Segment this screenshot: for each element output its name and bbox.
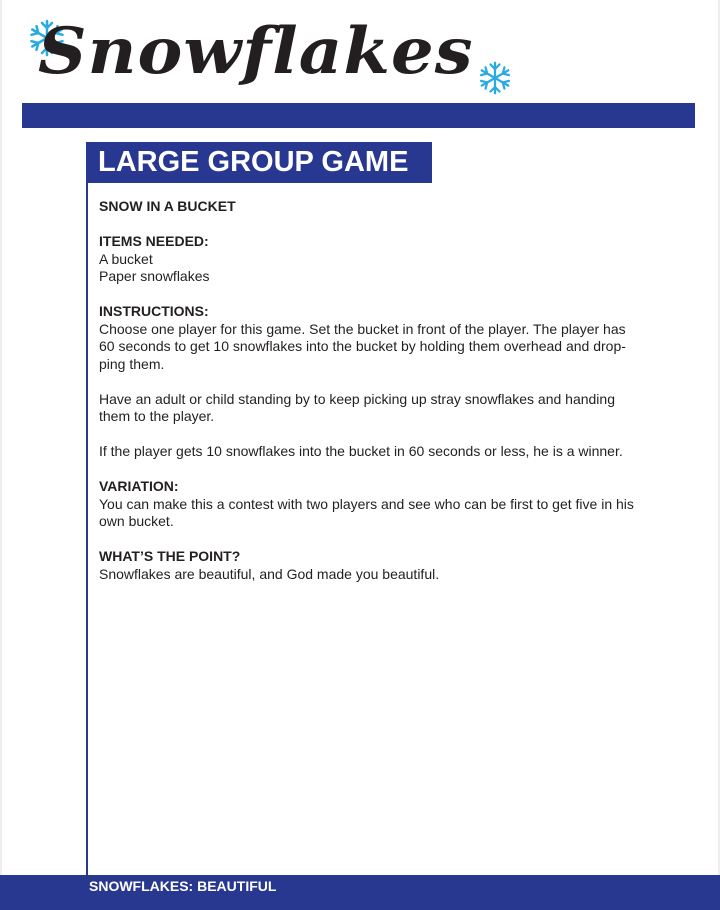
items-heading: ITEMS NEEDED: [99,233,209,249]
paragraph-line: If the player gets 10 snowflakes into the bucket in 60 seconds or less, he is a winner. [99,443,623,459]
instructions-line: ping them. [99,355,165,372]
divider-line [86,183,88,875]
section-title: LARGE GROUP GAME [86,142,432,183]
paragraph-line: them to the player. [99,408,215,424]
instructions-heading: INSTRUCTIONS: [99,303,209,319]
logo-title: Snowflakes [38,14,474,89]
footer-text: SNOWFLAKES: BEAUTIFUL [89,878,277,894]
snowflake-icon [475,60,515,96]
game-title: SNOW IN A BUCKET [99,198,236,214]
footer-bar [0,875,720,910]
point-heading: WHAT’S THE POINT? [99,548,241,564]
instructions-line: 60 seconds to get 10 snowflakes into the bucket by holding them overhead and drop- [99,338,626,354]
variation-line: You can make this a contest with two players and see who can be first to get five in his [99,495,634,512]
list-item: Paper snowflakes [99,268,210,284]
game-content [99,198,659,601]
variation-heading: VARIATION: [99,478,179,494]
paragraph-line: Have an adult or child standing by to keep picking up stray snowflakes and handing [99,390,615,407]
page-edge [0,0,2,910]
header-bar [22,103,695,128]
list-item: A bucket [99,250,153,267]
point-text: Snowflakes are beautiful, and God made you beautiful. [99,565,440,582]
instructions-line: Choose one player for this game. Set the bucket in front of the player. The player has [99,320,626,337]
variation-line: own bucket. [99,513,174,529]
